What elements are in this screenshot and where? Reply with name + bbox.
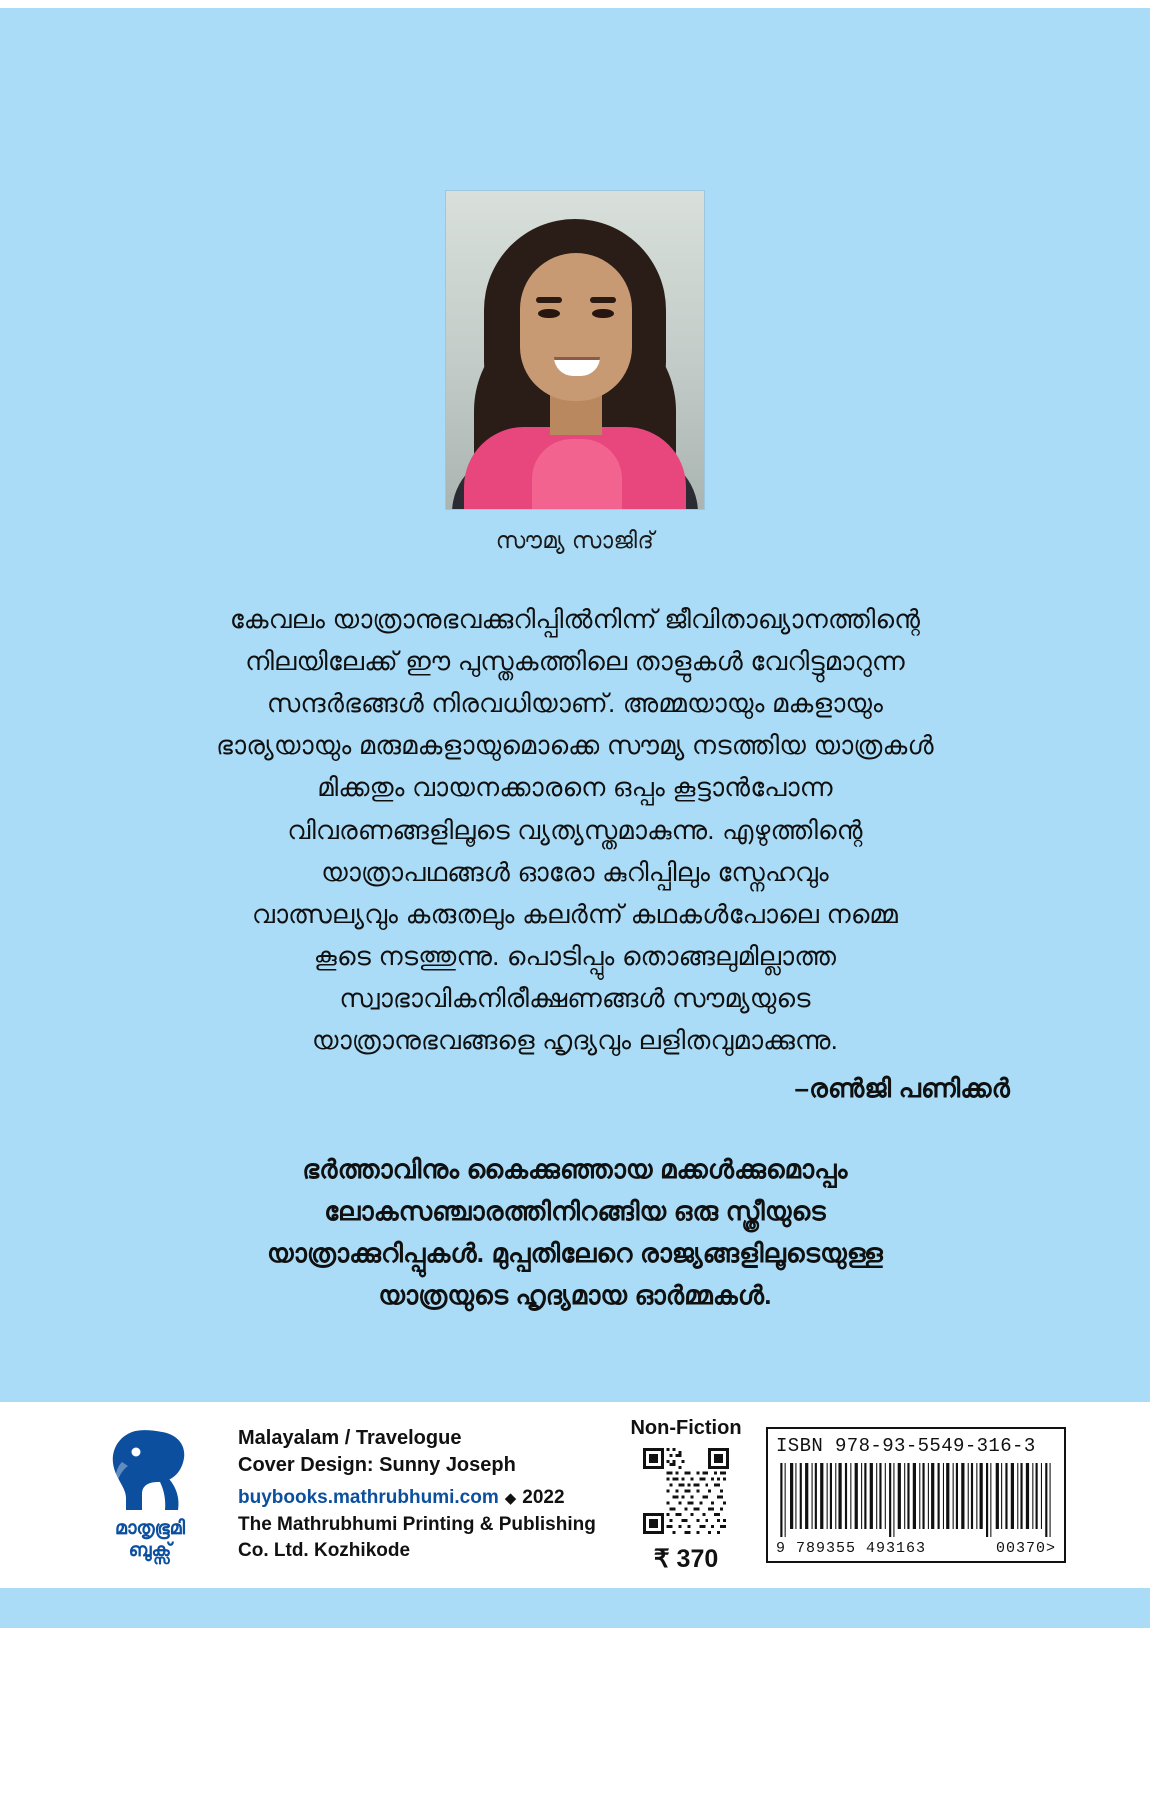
ean13-barcode-icon xyxy=(776,1461,1056,1539)
blurb-line: കേവലം യാത്രാനുഭവക്കുറിപ്പിൽനിന്ന് ജീവിതാഖ്യാനത്തിന്റെ xyxy=(229,604,921,634)
mathrubhumi-elephant-logo-icon xyxy=(102,1428,198,1514)
blurb-line: കൂടെ നടത്തുന്നു. പൊടിപ്പും തൊങ്ങലുമില്ലാത്ത xyxy=(313,940,837,971)
publisher-logo-block xyxy=(84,1428,216,1563)
qr-code-icon[interactable] xyxy=(643,1448,729,1534)
blurb-line: യാത്രാനുഭവങ്ങളെ ഹൃദ്യവും ലളിതവുമാക്കുന്നു. xyxy=(311,1025,839,1056)
isbn-text: ISBN 978-93-5549-316-3 xyxy=(776,1435,1036,1457)
book-category: Malayalam / Travelogue xyxy=(238,1427,462,1449)
photo-shawl-front xyxy=(532,439,622,510)
photo-eye-right xyxy=(592,309,614,318)
cover-design-credit: Cover Design: Sunny Joseph xyxy=(238,1454,516,1476)
synopsis-line: ഭർത്താവിനും കൈക്കുഞ്ഞായ മക്കൾക്കുമൊപ്പം xyxy=(302,1154,848,1184)
publisher-logo-text xyxy=(84,1518,216,1563)
qr-price-block xyxy=(616,1417,756,1574)
logo-line-1: മാതൃഭൂമി xyxy=(115,1517,185,1539)
barcode-digits-right: 00370> xyxy=(995,1540,1056,1557)
publisher-contact xyxy=(238,1485,616,1565)
publisher-company-name: The Mathrubhumi Printing & Publishing Co. Ltd. Kozhikode xyxy=(238,1513,596,1562)
barcode-digits xyxy=(776,1540,1056,1557)
blurb-line: യാത്രാപഥങ്ങൾ ഓരോ കുറിപ്പിലും സ്നേഹവും xyxy=(321,856,829,887)
photo-brow-left xyxy=(536,297,562,303)
blurb-line: സ്വാഭാവികനിരീക്ഷണങ്ങൾ സൗമ്യയുടെ xyxy=(339,982,811,1013)
blurb-line: മിക്കതും വായനക്കാരനെ ഒപ്പം കൂട്ടാൻപോന്ന xyxy=(317,772,833,803)
photo-brow-right xyxy=(590,297,616,303)
synopsis-line: യാത്രയുടെ ഹൃദ്യമായ ഓർമ്മകൾ. xyxy=(378,1280,772,1311)
author-photo xyxy=(445,190,705,510)
publisher-website-link[interactable]: buybooks.mathrubhumi.com xyxy=(238,1487,499,1509)
publisher-info-block xyxy=(216,1425,616,1565)
author-photo-block xyxy=(0,190,1150,554)
logo-line-2: ബുക്സ് xyxy=(128,1540,172,1561)
bottom-blue-strip xyxy=(0,1588,1150,1628)
photo-eye-left xyxy=(538,309,560,318)
author-name: സൗമ്യ സാജിദ് xyxy=(495,527,655,553)
photo-face xyxy=(520,253,632,401)
publication-year: 2022 xyxy=(522,1487,565,1509)
blurb-line: വിവരണങ്ങളിലൂടെ വ്യത്യസ്തമാകുന്നു. എഴുത്തിന്റെ xyxy=(287,814,863,845)
blurb-line: നിലയിലേക്ക് ഈ പുസ്തകത്തിലെ താളുകൾ വേറിട്ടുമാറുന്ന xyxy=(245,646,905,677)
blurb-line: സന്ദർഭങ്ങൾ നിരവധിയാണ്. അമ്മയായും മകളായും xyxy=(266,688,884,719)
publisher-footer xyxy=(0,1402,1150,1588)
publisher-meta xyxy=(238,1425,616,1479)
price-label: ₹ 370 xyxy=(653,1544,719,1573)
separator-diamond-icon: ◆ xyxy=(504,1489,517,1507)
scan-top-margin xyxy=(0,0,1150,8)
blurb-line: വാത്സല്യവും കരുതലും കലർന്ന് കഥകൾപോലെ നമ്മെ xyxy=(252,898,898,929)
blurb-text xyxy=(140,598,1010,1109)
synopsis-line: ലോകസഞ്ചാരത്തിനിറങ്ങിയ ഒരു സ്ത്രീയുടെ xyxy=(324,1196,826,1227)
isbn-barcode-block xyxy=(766,1427,1066,1563)
non-fiction-label: Non-Fiction xyxy=(630,1416,742,1439)
website-line xyxy=(238,1485,616,1512)
scan-bottom-margin xyxy=(0,1628,1150,1818)
synopsis-line: യാത്രാക്കുറിപ്പുകൾ. മുപ്പതിലേറെ രാജ്യങ്ങളിലൂടെയുള്ള xyxy=(267,1238,883,1269)
barcode-digits-left: 9 789355 493163 xyxy=(776,1540,927,1557)
synopsis-text xyxy=(170,1148,980,1316)
blurb-line: ഭാര്യയായും മരുമകളായുമൊക്കെ സൗമ്യ നടത്തിയ യാത്രകൾ xyxy=(216,730,934,761)
blurb-attribution: –രൺജി പണിക്കർ xyxy=(794,1073,1010,1104)
